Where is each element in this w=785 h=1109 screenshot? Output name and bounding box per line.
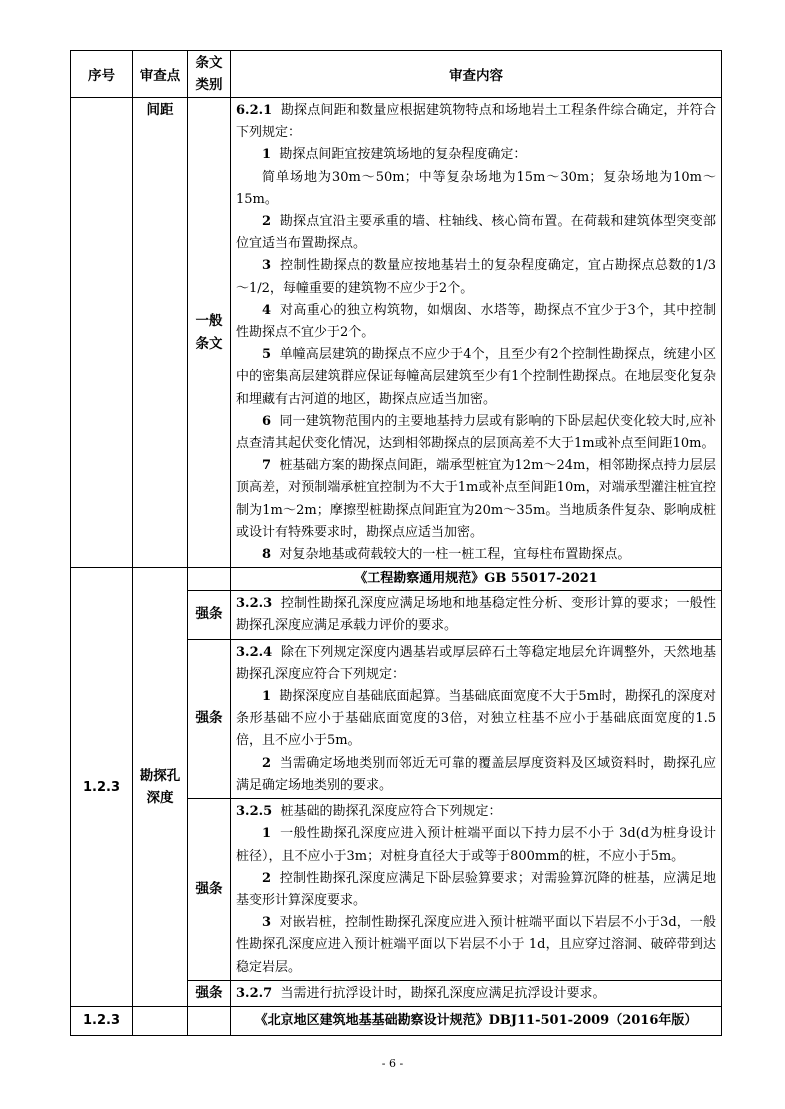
spacing-category-line1: 一般 [195, 312, 223, 329]
beijing-num: 1.2.3 [71, 1006, 133, 1035]
beijing-standard-title: 《北京地区建筑地基基础勘察设计规范》DBJ11-501-2009（2016年版） [231, 1006, 722, 1035]
clause-intro: 当需进行抗浮设计时，勘探孔深度应满足抗浮设计要求。 [280, 985, 606, 1001]
point-3 [236, 912, 716, 979]
clause-content [231, 639, 722, 798]
point-1-extra: 简单场地为30m～50m；中等复杂场地为15m～30m；复杂场地为10m～15m。 [236, 169, 716, 207]
point-text: 勘探深度应自基础底面起算。当基础底面宽度不大于5m时，勘探孔的深度对条形基础不应小于基础底面宽度的3倍，对独立柱基不应小于基础底面宽度的1.5倍，且不应小于5m。 [236, 689, 717, 749]
clause-content [231, 591, 722, 639]
clause-intro: 勘探点间距和数量应根据建筑物特点和场地岩土工程条件综合确定，并符合下列规定： [236, 103, 716, 141]
clause-intro: 控制性勘探孔深度应满足场地和地基稳定性分析、变形计算的要求；一般性勘探孔深度应满足承载力评价的要求。 [236, 596, 716, 634]
point-text: 勘探点宜沿主要承重的墙、柱轴线、核心筒布置。在荷载和建筑体型突变部位宜适当布置勘探点。 [236, 214, 716, 252]
header-row [71, 51, 722, 98]
clause-id: 3.2.4 [236, 644, 273, 660]
point-number: 5 [262, 347, 272, 363]
clause-id: 3.2.7 [236, 985, 273, 1001]
row-beijing-standard [71, 1006, 722, 1035]
point-text: 对复杂地基或荷载较大的一柱一桩工程，宜每柱布置勘探点。 [279, 547, 631, 563]
clause-category: 强条 [188, 799, 231, 981]
point-text: 控制性勘探孔深度应满足下卧层验算要求；对需验算沉降的桩基，应满足地基变形计算深度要求。 [236, 870, 716, 908]
point-5 [236, 344, 716, 411]
point-1 [236, 144, 716, 166]
point-8 [236, 544, 716, 566]
point-text: 一般性勘探孔深度应进入预计桩端平面以下持力层不小于 3d(d为桩身设计桩径），且不应小于3m；对桩身直径大于或等于800mm的桩，不应小于5m。 [236, 826, 716, 864]
point-number: 4 [262, 302, 272, 318]
point-2 [236, 868, 716, 912]
point-6 [236, 411, 716, 455]
beijing-category-cell [188, 1006, 231, 1035]
clause-line [236, 983, 716, 1005]
point-text: 对高重心的独立构筑物，如烟囱、水塔等，勘探点不宜少于3个，其中控制性勘探点不宜少于2个。 [236, 302, 716, 341]
point-number: 6 [262, 413, 272, 429]
clause-line [236, 801, 716, 823]
header-num: 序号 [71, 51, 133, 98]
row-depth-standard [71, 568, 722, 591]
point-1 [236, 686, 716, 753]
point-text: 对嵌岩桩，控制性勘探孔深度应进入预计桩端平面以下岩层不小于3d，一般性勘探孔深度应进入预计桩端平面以下岩层不小于 1d，且应穿过溶洞、破碎带到达稳定岩层。 [236, 915, 717, 975]
clause-id: 3.2.5 [236, 804, 273, 820]
point-number: 7 [262, 458, 272, 474]
point-number: 1 [262, 826, 272, 842]
point-text: 控制性勘探点的数量应按地基岩土的复杂程度确定，宜占勘探点总数的1/3～1/2，每幢重要的建筑物不应少于2个。 [236, 258, 716, 296]
clause-category: 强条 [188, 639, 231, 798]
clause-id: 6.2.1 [236, 103, 273, 118]
point-number: 8 [262, 547, 272, 563]
point-number: 2 [262, 755, 272, 771]
depth-standard-title: 《工程勘察通用规范》GB 55017-2021 [231, 568, 722, 591]
spacing-num-cell [71, 98, 133, 568]
point-3 [236, 255, 716, 299]
point-4 [236, 300, 716, 344]
row-spacing [71, 98, 722, 568]
header-category-line2: 类别 [195, 77, 223, 93]
point-text: 同一建筑物范围内的主要地基持力层或有影响的下卧层起伏变化较大时,应补点查清其起伏变化情况，达到相邻勘探点的层顶高差不大于1m或补点至间距10m。 [236, 413, 716, 452]
point-text: 单幢高层建筑的勘探点不应少于4个，且至少有2个控制性勘探点，统建小区中的密集高层建筑群应保证每幢高层建筑至少有1个控制性勘探点。在地层变化复杂和埋藏有古河道的地区，勘探点应适当加密。 [236, 347, 717, 407]
depth-num: 1.2.3 [71, 568, 133, 1007]
clause-content [231, 980, 722, 1006]
point-text: 勘探点间距宜按建筑场地的复杂程度确定： [279, 147, 527, 163]
page-number: - 6 - [381, 1057, 404, 1070]
header-content: 审查内容 [231, 51, 722, 98]
header-category [188, 51, 231, 98]
point-number: 3 [262, 915, 272, 931]
point-number: 1 [262, 147, 272, 163]
point-2 [236, 211, 716, 255]
spacing-category-line2: 条文 [195, 335, 223, 352]
point-text: 桩基础方案的勘探点间距，端承型桩宜为12m～24m，相邻勘探点持力层层顶高差，对预制端承桩宜控制为不大于1m或补点至间距10m，对端承型灌注桩宜控制为1m～2m；摩擦型桩勘探点间距宜为20m～35m。当地质条件复杂、影响成桩或设计有特殊要求时，勘探点应适当加密。 [236, 458, 716, 540]
depth-standard-category-cell [188, 568, 231, 591]
depth-item-line2: 深度 [146, 790, 174, 807]
header-item: 审查点 [133, 51, 188, 98]
spacing-item: 间距 [133, 98, 188, 568]
depth-item-line1: 勘探孔 [139, 768, 181, 785]
beijing-item-cell [133, 1006, 188, 1035]
clause-6-2-1 [236, 100, 716, 144]
clause-category: 强条 [188, 591, 231, 639]
clause-line [236, 593, 716, 637]
clause-intro: 桩基础的勘探孔深度应符合下列规定： [280, 804, 502, 820]
depth-item [133, 568, 188, 1007]
spacing-category [188, 98, 231, 568]
clause-intro: 除在下列规定深度内遇基岩或厚层碎石土等稳定地层允许调整外，天然地基勘探孔深度应符合下列规定： [236, 644, 716, 682]
point-7 [236, 455, 716, 544]
clause-line [236, 642, 716, 686]
clause-id: 3.2.3 [236, 596, 273, 612]
point-number: 2 [262, 870, 272, 886]
point-text: 当需确定场地类别而邻近无可靠的覆盖层厚度资料及区域资料时，勘探孔应满足确定场地类别的要求。 [236, 755, 716, 793]
point-number: 3 [262, 258, 272, 274]
point-1 [236, 823, 716, 867]
point-number: 1 [262, 689, 272, 705]
clause-category: 强条 [188, 980, 231, 1006]
point-number: 2 [262, 214, 272, 230]
review-table [70, 50, 722, 1036]
point-2 [236, 753, 716, 797]
spacing-content [231, 98, 722, 568]
header-category-line1: 条文 [195, 55, 223, 71]
clause-content [231, 799, 722, 981]
